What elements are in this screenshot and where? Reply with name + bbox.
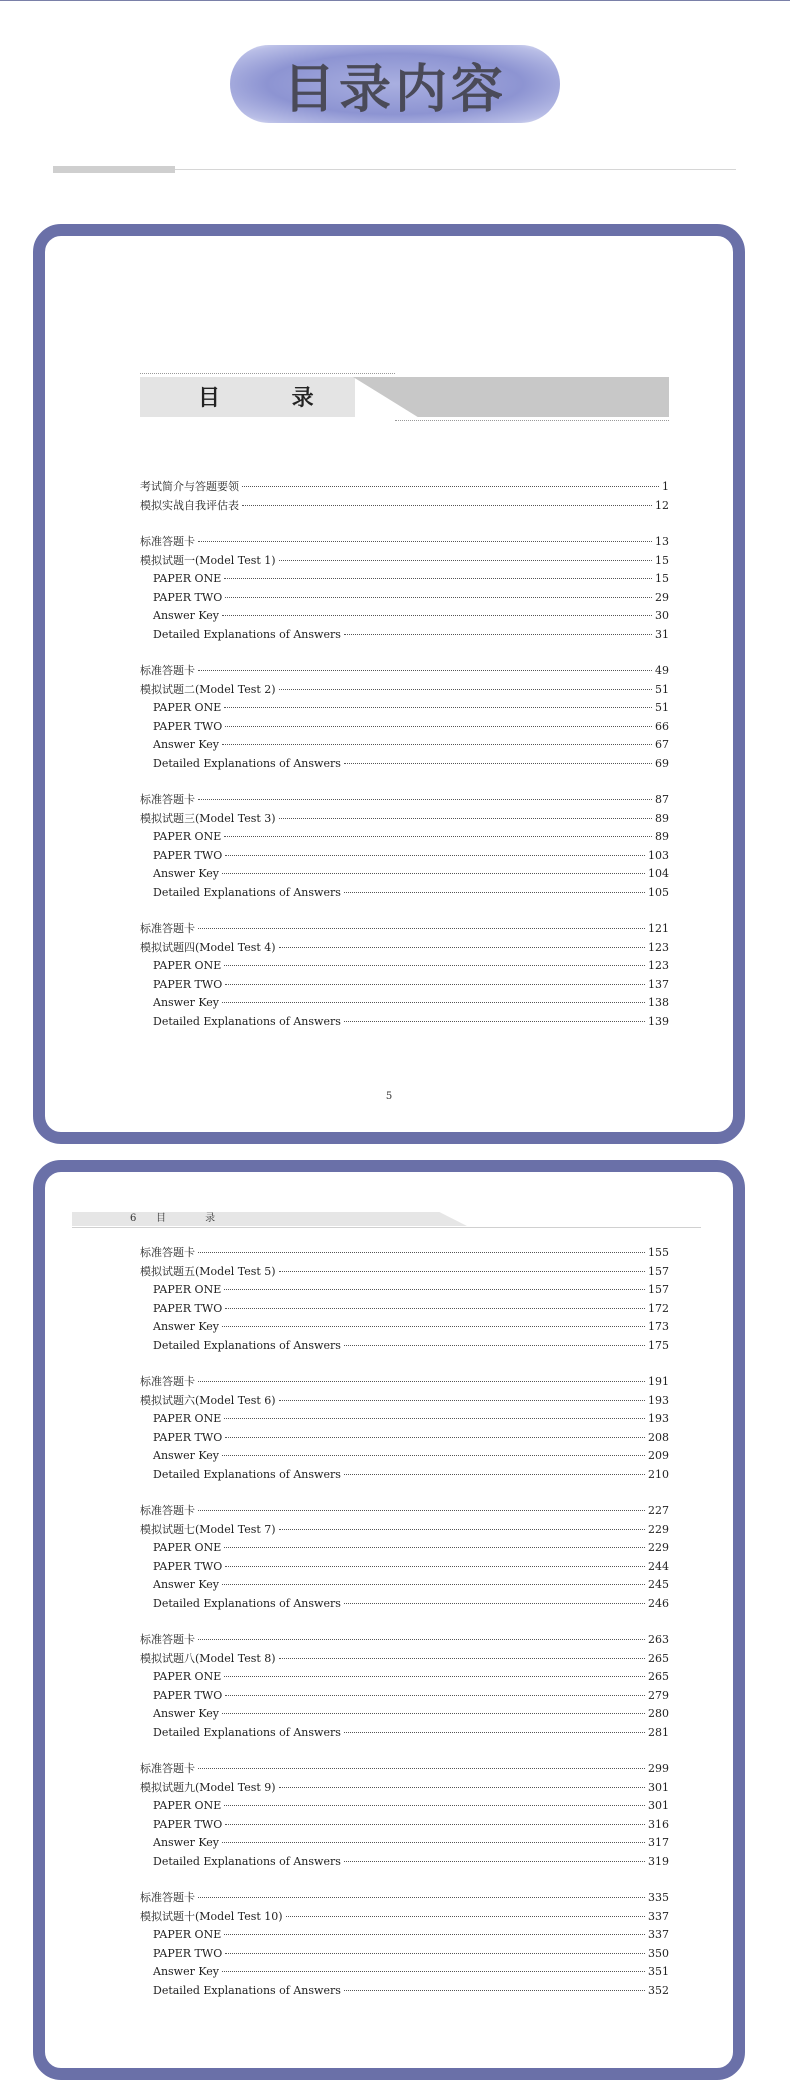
dot-leader bbox=[222, 615, 652, 616]
dot-leader bbox=[198, 670, 652, 671]
toc-entry-label: PAPER TWO bbox=[153, 1946, 223, 1960]
dot-leader bbox=[242, 505, 652, 506]
toc-entry-label: Detailed Explanations of Answers bbox=[153, 1014, 341, 1028]
toc-entry-page: 337 bbox=[648, 1928, 669, 1941]
dot-leader bbox=[198, 1252, 645, 1253]
toc-entry-label: Answer Key bbox=[153, 867, 219, 880]
toc-subentry bbox=[140, 1539, 669, 1558]
toc-subentry bbox=[140, 626, 669, 645]
toc-entry-label: Detailed Explanations of Answers bbox=[153, 756, 341, 770]
toc-entry-label: 标准答题卡 bbox=[140, 922, 195, 935]
toc-subentry bbox=[140, 1797, 669, 1816]
toc-entry-page: 229 bbox=[648, 1522, 669, 1536]
dot-leader bbox=[225, 1308, 645, 1309]
top-border-line bbox=[0, 0, 790, 1]
toc-subentry bbox=[140, 718, 669, 737]
dot-leader bbox=[286, 1916, 645, 1917]
toc-entry-label: 模拟试题九(Model Test 9) bbox=[140, 1780, 276, 1794]
toc-entry-label: PAPER TWO bbox=[153, 1301, 223, 1315]
dot-leader bbox=[344, 1345, 645, 1346]
toc-entry-label: PAPER TWO bbox=[153, 590, 223, 604]
toc-entry bbox=[140, 662, 669, 681]
dot-leader bbox=[225, 597, 652, 598]
toc-entry-label: Answer Key bbox=[153, 996, 219, 1009]
toc-entry-page: 263 bbox=[648, 1633, 669, 1646]
toc-entry-label: PAPER ONE bbox=[153, 830, 222, 843]
dot-leader bbox=[224, 1418, 645, 1419]
toc-subentry bbox=[140, 976, 669, 995]
toc-subentry bbox=[140, 1013, 669, 1032]
toc-entry-page: 157 bbox=[648, 1264, 669, 1278]
toc-entry-page: 172 bbox=[648, 1301, 669, 1315]
toc-entry bbox=[140, 1760, 669, 1779]
toc-entry bbox=[140, 533, 669, 552]
toc-subentry bbox=[140, 1853, 669, 1872]
toc-entry-page: 191 bbox=[648, 1375, 669, 1388]
dot-leader bbox=[222, 873, 645, 874]
dot-leader bbox=[344, 1861, 645, 1862]
toc-gap bbox=[140, 773, 669, 791]
toc-entry-page: 245 bbox=[648, 1578, 669, 1591]
toc-entry-page: 173 bbox=[648, 1320, 669, 1333]
toc-entry-label: 标准答题卡 bbox=[140, 1375, 195, 1388]
toc-entry-page: 29 bbox=[655, 590, 669, 604]
toc-heading-bar bbox=[140, 377, 669, 417]
running-header-title: 目 录 bbox=[156, 1213, 234, 1224]
toc-entry-page: 246 bbox=[648, 1596, 669, 1610]
toc-subentry bbox=[140, 884, 669, 903]
toc-entry bbox=[140, 1521, 669, 1540]
toc-subentry bbox=[140, 994, 669, 1013]
toc-entry-label: Detailed Explanations of Answers bbox=[153, 1725, 341, 1739]
toc-entry-page: 265 bbox=[648, 1670, 669, 1683]
toc-entry bbox=[140, 920, 669, 939]
toc-entry-label: 标准答题卡 bbox=[140, 1633, 195, 1646]
toc-entry-label: 标准答题卡 bbox=[140, 793, 195, 806]
toc-entry-page: 209 bbox=[648, 1449, 669, 1462]
dot-leader bbox=[222, 1842, 645, 1843]
toc-gap bbox=[140, 515, 669, 533]
toc-entry-label: PAPER ONE bbox=[153, 959, 222, 972]
dot-leader bbox=[224, 1805, 645, 1806]
toc-entry-label: PAPER ONE bbox=[153, 1799, 222, 1812]
toc-entry-page: 139 bbox=[648, 1014, 669, 1028]
toc-entry-page: 352 bbox=[648, 1983, 669, 1997]
toc-entry-label: 模拟实战自我评估表 bbox=[140, 498, 239, 512]
toc-entry-label: PAPER TWO bbox=[153, 719, 223, 733]
toc-gap bbox=[140, 1613, 669, 1631]
toc-entry-label: Detailed Explanations of Answers bbox=[153, 1596, 341, 1610]
toc-subentry bbox=[140, 1595, 669, 1614]
dot-leader bbox=[279, 1787, 645, 1788]
dot-leader bbox=[225, 726, 652, 727]
divider-accent bbox=[53, 166, 175, 173]
dot-leader bbox=[225, 855, 645, 856]
dot-leader bbox=[198, 1381, 645, 1382]
toc-entry bbox=[140, 1631, 669, 1650]
dot-leader bbox=[279, 818, 652, 819]
toc-entry-label: Detailed Explanations of Answers bbox=[153, 1338, 341, 1352]
toc-entry-page: 227 bbox=[648, 1504, 669, 1517]
toc-entry-label: PAPER TWO bbox=[153, 977, 223, 991]
toc-entry-label: Answer Key bbox=[153, 1965, 219, 1978]
dot-leader bbox=[279, 947, 645, 948]
dot-leader bbox=[224, 1676, 645, 1677]
toc-subentry bbox=[140, 1429, 669, 1448]
toc-entry bbox=[140, 1244, 669, 1263]
dot-leader bbox=[222, 1584, 645, 1585]
toc-entry-label: 标准答题卡 bbox=[140, 1504, 195, 1517]
toc-entry-page: 1 bbox=[662, 480, 669, 493]
toc-entry bbox=[140, 1889, 669, 1908]
dot-leader bbox=[225, 1824, 645, 1825]
toc-entry-label: Answer Key bbox=[153, 1578, 219, 1591]
toc-entry-page: 105 bbox=[648, 885, 669, 899]
toc-subentry bbox=[140, 699, 669, 718]
dot-leader bbox=[279, 560, 652, 561]
toc-entry-page: 123 bbox=[648, 940, 669, 954]
toc-entry-page: 121 bbox=[648, 922, 669, 935]
dot-leader bbox=[198, 1897, 645, 1898]
toc-subentry bbox=[140, 1816, 669, 1835]
toc-entry-page: 12 bbox=[655, 498, 669, 512]
toc-entry bbox=[140, 1502, 669, 1521]
toc-subentry bbox=[140, 1926, 669, 1945]
toc-heading: 目 录 bbox=[198, 386, 346, 411]
toc-entry-page: 299 bbox=[648, 1762, 669, 1775]
toc-entry bbox=[140, 1263, 669, 1282]
dot-leader bbox=[279, 1400, 645, 1401]
toc-subentry bbox=[140, 828, 669, 847]
toc-gap bbox=[140, 1355, 669, 1373]
toc-entry-page: 281 bbox=[648, 1725, 669, 1739]
toc-entry-label: 模拟试题十(Model Test 10) bbox=[140, 1909, 283, 1923]
dot-leader bbox=[224, 578, 652, 579]
toc-entry-label: PAPER ONE bbox=[153, 572, 222, 585]
toc-gap bbox=[140, 644, 669, 662]
dot-leader bbox=[279, 1658, 645, 1659]
toc-entry-label: 模拟试题八(Model Test 8) bbox=[140, 1651, 276, 1665]
banner-title: 目录内容 bbox=[282, 59, 507, 120]
dot-leader bbox=[225, 1437, 645, 1438]
toc-entry-page: 13 bbox=[655, 535, 669, 548]
dot-leader bbox=[222, 1455, 645, 1456]
dot-leader bbox=[224, 1934, 645, 1935]
toc-entry-label: 考试简介与答题要领 bbox=[140, 480, 239, 493]
toc-entry-label: PAPER TWO bbox=[153, 1688, 223, 1702]
dot-leader bbox=[224, 1547, 645, 1548]
toc-subentry bbox=[140, 1318, 669, 1337]
toc-entry bbox=[140, 939, 669, 958]
dot-leader bbox=[344, 1474, 645, 1475]
toc-entry bbox=[140, 1779, 669, 1798]
dot-leader bbox=[225, 1566, 645, 1567]
toc-subentry bbox=[140, 736, 669, 755]
page-number: 5 bbox=[385, 1091, 393, 1102]
toc-subentry bbox=[140, 847, 669, 866]
running-header bbox=[72, 1212, 701, 1228]
toc-subentry bbox=[140, 1410, 669, 1429]
dot-leader bbox=[279, 1271, 645, 1272]
toc-entry-label: PAPER ONE bbox=[153, 1670, 222, 1683]
toc-subentry bbox=[140, 607, 669, 626]
toc-entry-label: Detailed Explanations of Answers bbox=[153, 1854, 341, 1868]
toc-entry-label: Answer Key bbox=[153, 738, 219, 751]
toc-page-1 bbox=[33, 224, 745, 1144]
toc-subentry bbox=[140, 570, 669, 589]
toc-entry-page: 265 bbox=[648, 1651, 669, 1665]
toc-entry-page: 157 bbox=[648, 1283, 669, 1296]
running-header-page: 6 bbox=[130, 1213, 137, 1224]
toc-entry-page: 31 bbox=[655, 627, 669, 641]
toc-entry-page: 137 bbox=[648, 977, 669, 991]
toc-subentry bbox=[140, 1281, 669, 1300]
toc-entry bbox=[140, 791, 669, 810]
dot-leader bbox=[344, 892, 645, 893]
dot-leader bbox=[224, 1289, 645, 1290]
toc-entry-label: PAPER ONE bbox=[153, 701, 222, 714]
toc-entry-page: 350 bbox=[648, 1946, 669, 1960]
dot-leader bbox=[198, 1639, 645, 1640]
toc-entry-label: Answer Key bbox=[153, 609, 219, 622]
toc-subentry bbox=[140, 1834, 669, 1853]
toc-entry bbox=[140, 1908, 669, 1927]
toc-entry-label: 标准答题卡 bbox=[140, 1246, 195, 1259]
dot-leader bbox=[222, 1326, 645, 1327]
toc-list bbox=[140, 478, 669, 1031]
toc-entry-label: PAPER ONE bbox=[153, 1412, 222, 1425]
toc-entry-label: 模拟试题四(Model Test 4) bbox=[140, 940, 276, 954]
toc-subentry bbox=[140, 957, 669, 976]
toc-entry-label: 模拟试题三(Model Test 3) bbox=[140, 811, 276, 825]
toc-entry-page: 175 bbox=[648, 1338, 669, 1352]
toc-entry-label: Answer Key bbox=[153, 1836, 219, 1849]
toc-entry-label: Detailed Explanations of Answers bbox=[153, 627, 341, 641]
toc-subentry bbox=[140, 1724, 669, 1743]
dot-leader bbox=[344, 1990, 645, 1991]
toc-entry-page: 51 bbox=[655, 701, 669, 714]
toc-subentry bbox=[140, 1945, 669, 1964]
toc-entry-page: 30 bbox=[655, 609, 669, 622]
toc-entry bbox=[140, 497, 669, 516]
toc-subentry bbox=[140, 1982, 669, 2001]
toc-gap bbox=[140, 1871, 669, 1889]
toc-entry bbox=[140, 1650, 669, 1669]
toc-entry-page: 193 bbox=[648, 1393, 669, 1407]
toc-entry-label: PAPER TWO bbox=[153, 1817, 223, 1831]
toc-entry-label: 模拟试题二(Model Test 2) bbox=[140, 682, 276, 696]
toc-gap bbox=[140, 902, 669, 920]
toc-subentry bbox=[140, 1668, 669, 1687]
toc-subentry bbox=[140, 1963, 669, 1982]
dot-leader bbox=[222, 744, 652, 745]
toc-entry-label: 标准答题卡 bbox=[140, 535, 195, 548]
toc-page-2 bbox=[33, 1160, 745, 2080]
toc-entry bbox=[140, 552, 669, 571]
toc-entry-page: 89 bbox=[655, 830, 669, 843]
toc-entry-label: 模拟试题六(Model Test 6) bbox=[140, 1393, 276, 1407]
toc-subentry bbox=[140, 589, 669, 608]
toc-subentry bbox=[140, 1466, 669, 1485]
toc-entry-page: 138 bbox=[648, 996, 669, 1009]
toc-entry-page: 319 bbox=[648, 1854, 669, 1868]
toc-entry-label: Detailed Explanations of Answers bbox=[153, 1467, 341, 1481]
dot-leader bbox=[198, 799, 652, 800]
toc-entry-page: 66 bbox=[655, 719, 669, 733]
toc-entry-page: 229 bbox=[648, 1541, 669, 1554]
toc-subentry bbox=[140, 865, 669, 884]
toc-entry-page: 301 bbox=[648, 1799, 669, 1812]
dot-leader bbox=[344, 763, 652, 764]
toc-entry-label: 标准答题卡 bbox=[140, 1762, 195, 1775]
toc-entry-page: 317 bbox=[648, 1836, 669, 1849]
toc-gap bbox=[140, 1742, 669, 1760]
dot-leader bbox=[222, 1002, 645, 1003]
toc-entry-page: 123 bbox=[648, 959, 669, 972]
toc-list bbox=[140, 1244, 669, 2000]
toc-entry-label: Answer Key bbox=[153, 1320, 219, 1333]
toc-entry-label: Detailed Explanations of Answers bbox=[153, 1983, 341, 1997]
dot-leader bbox=[344, 1732, 645, 1733]
toc-entry-page: 69 bbox=[655, 756, 669, 770]
toc-entry bbox=[140, 1392, 669, 1411]
toc-subentry bbox=[140, 1705, 669, 1724]
toc-gap bbox=[140, 1484, 669, 1502]
toc-entry-label: 模拟试题五(Model Test 5) bbox=[140, 1264, 276, 1278]
toc-entry-page: 49 bbox=[655, 664, 669, 677]
toc-entry-page: 155 bbox=[648, 1246, 669, 1259]
toc-entry-label: PAPER ONE bbox=[153, 1928, 222, 1941]
dot-leader bbox=[224, 965, 645, 966]
toc-entry-page: 279 bbox=[648, 1688, 669, 1702]
dot-leader bbox=[224, 707, 652, 708]
toc-subentry bbox=[140, 1337, 669, 1356]
dot-leader bbox=[222, 1713, 645, 1714]
dot-leader bbox=[225, 1953, 645, 1954]
toc-entry-page: 15 bbox=[655, 553, 669, 567]
toc-entry bbox=[140, 478, 669, 497]
toc-entry-page: 316 bbox=[648, 1817, 669, 1831]
toc-entry-label: PAPER ONE bbox=[153, 1541, 222, 1554]
toc-entry-page: 51 bbox=[655, 682, 669, 696]
dot-leader bbox=[344, 1021, 645, 1022]
toc-entry-page: 193 bbox=[648, 1412, 669, 1425]
toc-entry-label: PAPER TWO bbox=[153, 848, 223, 862]
dot-leader bbox=[279, 1529, 645, 1530]
toc-entry-label: PAPER TWO bbox=[153, 1559, 223, 1573]
toc-subentry bbox=[140, 1300, 669, 1319]
dot-leader bbox=[344, 634, 652, 635]
toc-entry bbox=[140, 681, 669, 700]
dot-leader bbox=[225, 984, 645, 985]
toc-entry-page: 103 bbox=[648, 848, 669, 862]
toc-entry-page: 15 bbox=[655, 572, 669, 585]
toc-entry-page: 208 bbox=[648, 1430, 669, 1444]
toc-subentry bbox=[140, 1558, 669, 1577]
dot-leader bbox=[279, 689, 652, 690]
toc-entry-label: Answer Key bbox=[153, 1707, 219, 1720]
toc-subentry bbox=[140, 755, 669, 774]
toc-entry-label: Detailed Explanations of Answers bbox=[153, 885, 341, 899]
toc-entry-page: 280 bbox=[648, 1707, 669, 1720]
toc-entry-page: 244 bbox=[648, 1559, 669, 1573]
dot-leader bbox=[224, 836, 652, 837]
toc-entry-label: 模拟试题七(Model Test 7) bbox=[140, 1522, 276, 1536]
toc-entry-label: PAPER ONE bbox=[153, 1283, 222, 1296]
toc-entry-page: 87 bbox=[655, 793, 669, 806]
toc-entry-page: 210 bbox=[648, 1467, 669, 1481]
toc-entry-page: 335 bbox=[648, 1891, 669, 1904]
toc-entry-page: 301 bbox=[648, 1780, 669, 1794]
toc-entry-label: 模拟试题一(Model Test 1) bbox=[140, 553, 276, 567]
dot-leader bbox=[225, 1695, 645, 1696]
dot-leader bbox=[222, 1971, 645, 1972]
toc-entry-label: 标准答题卡 bbox=[140, 1891, 195, 1904]
dot-leader bbox=[344, 1603, 645, 1604]
toc-subentry bbox=[140, 1687, 669, 1706]
toc-entry-label: 标准答题卡 bbox=[140, 664, 195, 677]
toc-entry-page: 67 bbox=[655, 738, 669, 751]
dot-leader bbox=[198, 1510, 645, 1511]
toc-entry-label: PAPER TWO bbox=[153, 1430, 223, 1444]
dot-leader bbox=[198, 928, 645, 929]
toc-subentry bbox=[140, 1576, 669, 1595]
dot-leader bbox=[198, 1768, 645, 1769]
toc-entry-page: 104 bbox=[648, 867, 669, 880]
dot-leader bbox=[242, 486, 659, 487]
toc-entry-page: 351 bbox=[648, 1965, 669, 1978]
toc-entry-page: 89 bbox=[655, 811, 669, 825]
toc-entry-label: Answer Key bbox=[153, 1449, 219, 1462]
toc-subentry bbox=[140, 1447, 669, 1466]
toc-entry bbox=[140, 1373, 669, 1392]
dot-leader bbox=[198, 541, 652, 542]
toc-entry-page: 337 bbox=[648, 1909, 669, 1923]
section-banner bbox=[230, 45, 560, 123]
toc-entry bbox=[140, 810, 669, 829]
